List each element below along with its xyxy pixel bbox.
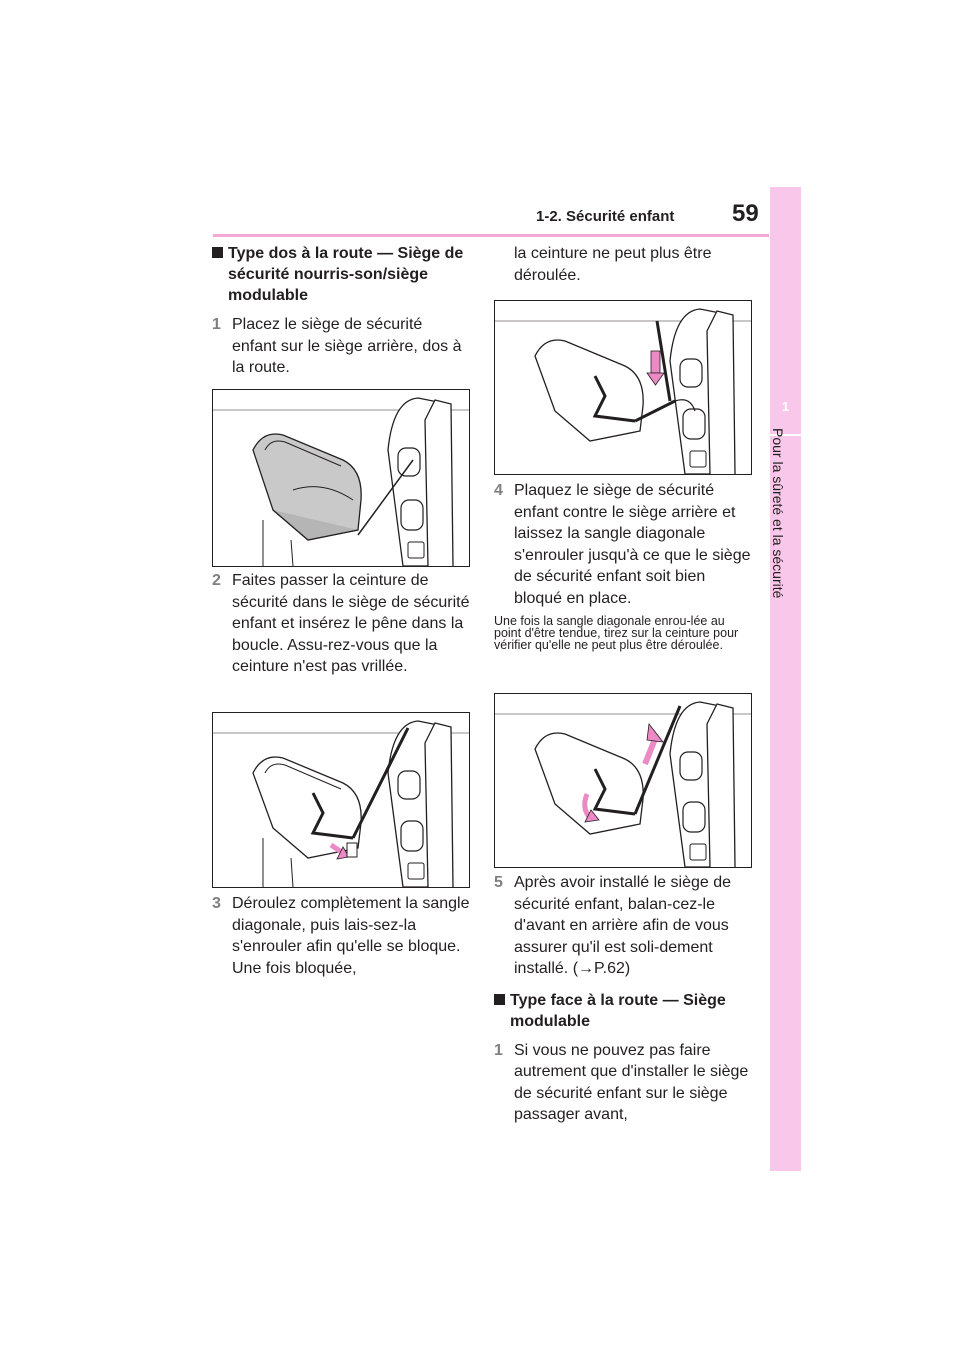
- step-1: 1 Placez le siège de sécurité enfant sur le siège arrière, dos à la route.: [212, 316, 462, 376]
- child-seat-illustration-2: [213, 713, 469, 887]
- section-heading-rear-facing: Type dos à la route — Siège de sécurité nourris-son/siège modulable: [212, 243, 470, 306]
- note-text: Une fois la sangle diagonale enrou-lée au point d'être tendue, tirez sur la ceinture pour vérifier qu'elle ne peut plus être déroulée.: [494, 614, 739, 652]
- illustration-belt-through-seat: [212, 712, 470, 888]
- illustration-rear-facing-seat-placement: [212, 389, 470, 567]
- child-seat-illustration-4: [495, 694, 751, 867]
- illustration-unroll-belt: [494, 300, 752, 475]
- right-column-step-4: [494, 480, 752, 651]
- chapter-tab[interactable]: [770, 187, 801, 1171]
- right-column-top: [494, 243, 752, 286]
- step-3-continued: la ceinture ne peut plus être déroulée.: [514, 245, 712, 284]
- left-column-step-2: [212, 570, 470, 678]
- left-column-step-3: [212, 893, 470, 979]
- section-title: 1-2. Sécurité enfant: [536, 208, 675, 225]
- step-1-forward: 1 Si vous ne pouvez pas faire autrement que d'installer le siège de sécurité enfant sur le siège passager avant,: [494, 1041, 749, 1123]
- step-4: 4 Plaquez le siège de sécurité enfant contre le siège arrière et laissez la sangle diagonale s'enrouler jusqu'à ce que le siège de sécurité enfant soit bien bloqué en place.: [494, 482, 751, 607]
- step-5: 5 Après avoir installé le siège de sécurité enfant, balan-cez-le d'avant en arrière afin de vous assurer qu'il est soli-dement installé. (→P.62): [494, 874, 732, 977]
- chapter-label: Pour la sûreté et la sécurité: [770, 428, 786, 599]
- child-seat-illustration-3: [495, 301, 751, 474]
- illustration-belt-retract: [494, 693, 752, 868]
- step-3: 3 Déroulez complètement la sangle diagonale, puis lais-sez-la s'enrouler afin qu'elle se bloque. Une fois bloquée,: [212, 895, 470, 977]
- child-seat-illustration-1: [213, 390, 469, 566]
- step-2: 2 Faites passer la ceinture de sécurité dans le siège de sécurité enfant et insérez le pêne dans la boucle. Assu-rez-vous que la ceinture n'est pas vrillée.: [212, 572, 470, 675]
- header-rule: [213, 234, 769, 237]
- square-bullet-icon: [494, 994, 505, 1005]
- chapter-number: 1: [781, 399, 790, 414]
- right-column-bottom: [494, 872, 752, 1126]
- page-number: 59: [732, 200, 759, 227]
- section-heading-forward-facing: Type face à la route — Siège modulable: [494, 990, 752, 1032]
- left-column-top: [212, 243, 470, 379]
- square-bullet-icon: [212, 247, 223, 258]
